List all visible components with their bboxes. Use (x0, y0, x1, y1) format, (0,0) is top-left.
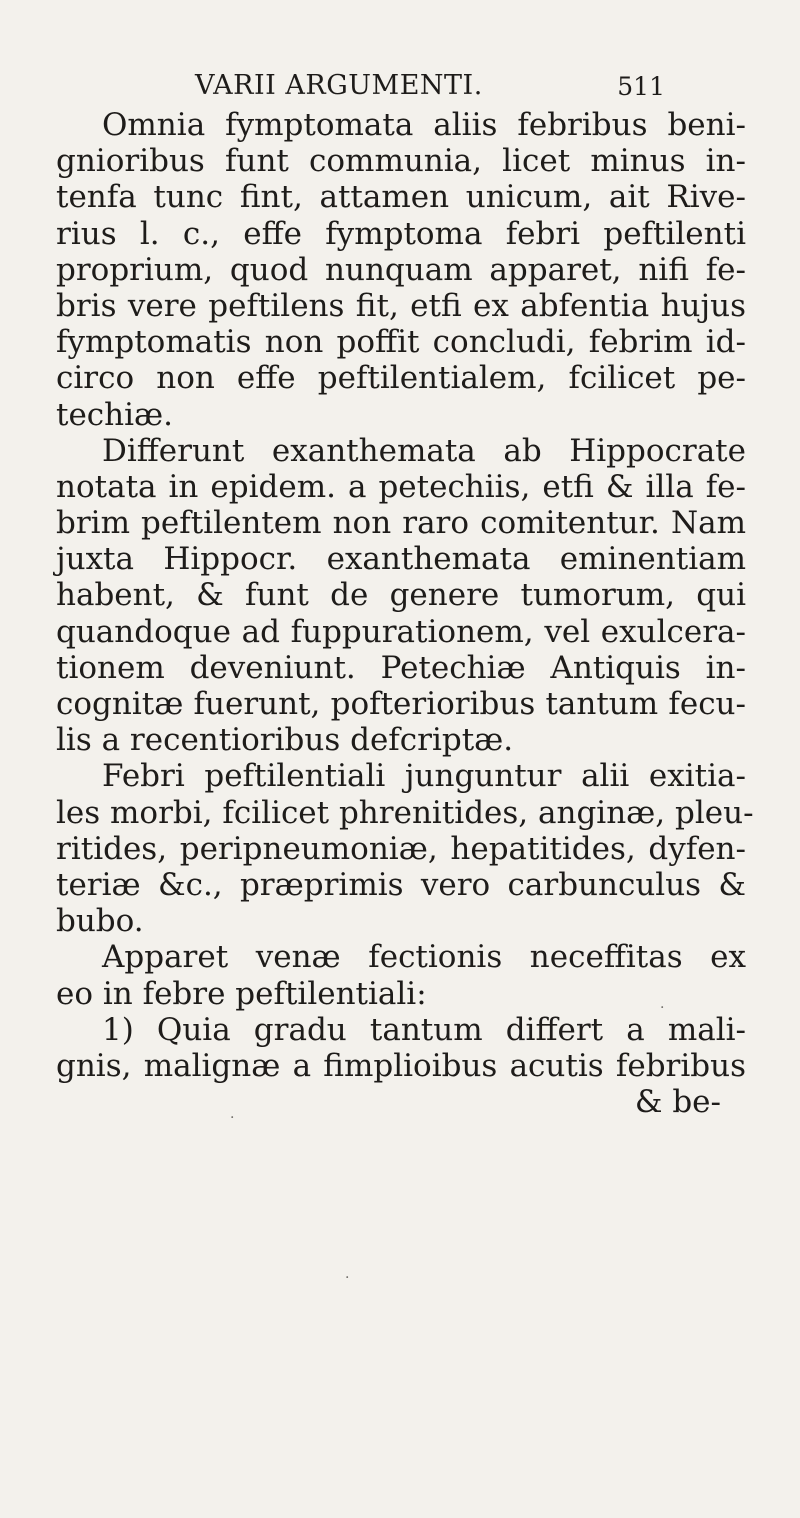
text-line: techiæ. (56, 396, 174, 433)
text-line: rius l. c., effe fymptoma febri peftilenti (56, 215, 746, 252)
paper-speck: · (230, 1110, 235, 1126)
text-line: cognitæ fuerunt, pofterioribus tantum fecu- (56, 686, 746, 722)
text-line: les morbi, fcilicet phrenitides, anginæ, pleu- (56, 794, 754, 831)
text-line: Differunt exanthemata ab Hippocrate (102, 432, 746, 469)
text-line: juxta Hippocr. exanthemata eminentiam (56, 541, 746, 578)
text-line: Omnia fymptomata aliis febribus beni- (102, 107, 746, 143)
text-line: teriæ &c., præprimis vero carbunculus & (56, 866, 746, 903)
body-text (56, 107, 754, 1121)
text-line: gnioribus funt communia, licet minus in- (56, 143, 746, 180)
text-line: brim peftilentem non raro comitentur. Nam (56, 505, 746, 542)
text-line: tenfa tunc fint, attamen unicum, ait Rive- (56, 179, 746, 216)
paper-speck: · (345, 1270, 350, 1286)
text-line: & be- (634, 1084, 721, 1121)
text-line: bubo. (56, 903, 144, 940)
text-line: Febri peftilentiali junguntur alii exitia- (102, 758, 746, 795)
text-line: notata in epidem. a petechiis, etfi & illa fe- (56, 468, 746, 505)
text-line: proprium, quod nunquam apparet, nifi fe- (56, 251, 746, 288)
text-line: fymptomatis non poffit concludi, febrim id- (56, 324, 746, 361)
text-line: circo non effe peftilentialem, fcilicet pe- (56, 360, 746, 397)
text-line: quandoque ad fuppurationem, vel exulcera- (56, 613, 746, 650)
paper-speck: · (660, 1000, 665, 1016)
text-line: Apparet venæ fectionis neceffitas ex (102, 939, 746, 976)
text-line: gnis, malignæ a fimplioibus acutis febribus (56, 1047, 746, 1084)
text-line: 1) Quia gradu tantum differt a mali- (102, 1011, 746, 1048)
text-line: ritides, peripneumoniæ, hepatitides, dyfen- (56, 830, 746, 867)
text-line: lis a recentioribus defcriptæ. (56, 722, 514, 759)
page-header (195, 70, 665, 110)
running-head: VARII ARGUMENTI. (195, 70, 483, 101)
page-number: 511 (617, 72, 665, 101)
text-line: habent, & funt de genere tumorum, qui (56, 577, 746, 614)
text-line: tionem deveniunt. Petechiæ Antiquis in- (56, 649, 746, 686)
text-line: eo in febre peftilentiali: (56, 975, 427, 1012)
text-line: bris vere peftilens fit, etfi ex abfentia hujus (56, 287, 746, 324)
